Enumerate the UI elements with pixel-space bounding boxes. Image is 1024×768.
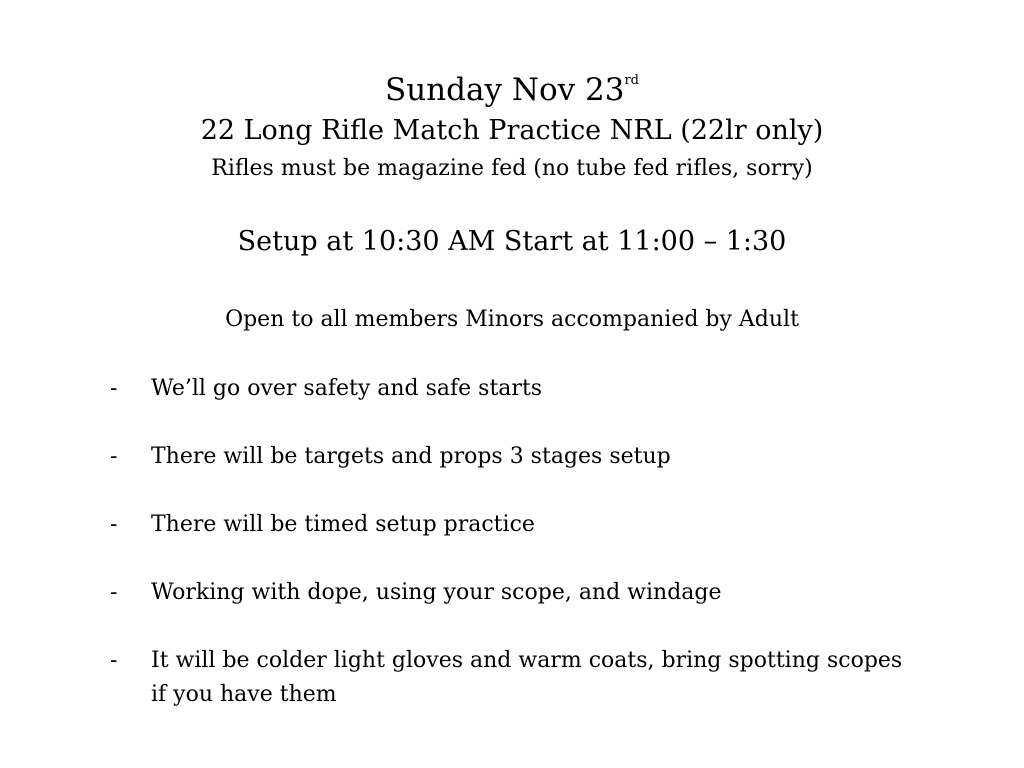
event-date-title xyxy=(0,70,1024,110)
event-time: Setup at 10:30 AM Start at 11:00 – 1:30 xyxy=(237,226,787,257)
bullet-marker: - xyxy=(110,580,118,605)
event-date: Sunday Nov 23 xyxy=(384,72,625,108)
event-subtitle: 22 Long Rifle Match Practice NRL (22lr only) xyxy=(200,115,824,146)
list-item-text: There will be timed setup practice xyxy=(151,512,535,537)
list-item xyxy=(110,644,910,712)
list-item xyxy=(110,372,910,406)
bullet-marker: - xyxy=(110,376,118,401)
list-item xyxy=(110,576,910,610)
list-item-text: Working with dope, using your scope, and windage xyxy=(151,580,722,605)
bullet-marker: - xyxy=(110,512,118,537)
list-item-text: It will be colder light gloves and warm coats, bring spotting scopes if you have them xyxy=(151,648,903,707)
date-ordinal-suffix: rd xyxy=(624,73,639,88)
bullet-marker: - xyxy=(110,648,118,673)
list-item xyxy=(110,508,910,542)
eligibility-note: Open to all members Minors accompanied by Adult xyxy=(225,307,799,332)
list-item xyxy=(110,440,910,474)
list-item-text: There will be targets and props 3 stages setup xyxy=(151,444,671,469)
rifle-requirement-note: Rifles must be magazine fed (no tube fed rifles, sorry) xyxy=(211,156,813,181)
list-item-text: We’ll go over safety and safe starts xyxy=(151,376,543,401)
bullet-marker: - xyxy=(110,444,118,469)
details-list xyxy=(110,372,910,746)
